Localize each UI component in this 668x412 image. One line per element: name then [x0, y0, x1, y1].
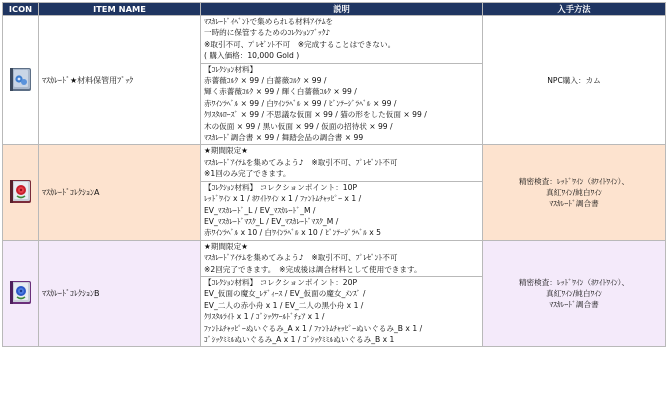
blue-rose-book-icon [7, 278, 35, 306]
header-description: 説明 [201, 3, 483, 16]
icon-cell [3, 145, 39, 240]
material-line: EV_ﾏｽｶﾚｰﾄﾞ_L / EV_ﾏｽｶﾚｰﾄﾞ_M / [204, 205, 316, 215]
material-line: 赤薔薇ｺﾙｸ × 99 / 白薔薇ｺﾙｸ × 99 / [204, 76, 327, 86]
item-description [201, 240, 483, 347]
item-description [201, 145, 483, 240]
method-line: 真紅ﾜｲﾝ/純白ﾜｲﾝ [546, 289, 602, 299]
material-line: ﾌｧﾝﾄﾑﾁｬｯﾋﾟｰぬいぐるみ_A x 1 / ﾌｧﾝﾄﾑﾁｬｯﾋﾟｰぬいぐるみ_B x 1 / [204, 323, 423, 333]
table-row [3, 16, 666, 145]
table-header-row [3, 3, 666, 16]
description-line: ﾏｽｶﾚｰﾄﾞｲﾍﾞﾝﾄで集められる材料ｱｲﾃﾑを [204, 17, 334, 26]
acquisition-method [483, 240, 666, 347]
description-line: ※1回のみ完了できます。 [204, 169, 291, 179]
method-line: 真紅ﾜｲﾝ/純白ﾜｲﾝ [546, 188, 602, 198]
material-line: ﾏｽｶﾚｰﾄﾞ調合書 × 99 / 舞踏会品の調合書 × 99 [204, 133, 364, 143]
table-row [3, 240, 666, 347]
material-line: 【ｺﾚｸｼｮﾝ材料】 [204, 64, 258, 74]
item-name: ﾏｽｶﾚｰﾄﾞ★材料保管用ﾌﾞｯｸ [39, 16, 201, 145]
method-line: ﾏｽｶﾚｰﾄﾞ調合書 [549, 199, 599, 209]
material-line: ﾚｯﾄﾞﾜｲﾝ x 1 / ﾎﾜｲﾄﾜｲﾝ x 1 / ﾌｧﾝﾄﾑﾁｬｯﾋﾟｰ x 1 / [204, 194, 362, 204]
material-line: 赤ﾜｲﾝﾗﾍﾞﾙ × 99 / 白ﾜｲﾝﾗﾍﾞﾙ × 99 / ﾋﾞﾝﾃｰｼﾞﾗﾍﾞﾙ × 99 / [204, 98, 397, 108]
material-line: EV_ﾏｽｶﾚｰﾄﾞﾏｽｸ_L / EV_ﾏｽｶﾚｰﾄﾞﾏｽｸ_M / [204, 216, 339, 226]
description-summary [201, 241, 482, 277]
material-line: 赤ﾜｲﾝﾗﾍﾞﾙ x 10 / 白ﾜｲﾝﾗﾍﾞﾙ x 10 / ﾋﾞﾝﾃｰｼﾞﾗﾍﾞﾙ x 5 [204, 228, 382, 238]
description-line: ★期間限定★ [204, 146, 248, 156]
header-item-name: ITEM NAME [39, 3, 201, 16]
description-line: ﾏｽｶﾚｰﾄﾞｱｲﾃﾑを集めてみよう♪ ※取引不可、ﾌﾟﾚｾﾞﾝﾄ不可 [204, 157, 398, 167]
icon-cell [3, 16, 39, 145]
icon-cell [3, 240, 39, 347]
material-line: EV_仮面の魔女_ﾚﾃﾞｨｰｽ / EV_仮面の魔女_ﾒﾝｽﾞ / [204, 289, 366, 299]
collection-materials [201, 182, 482, 240]
material-line: ｸﾘｽﾀﾙﾛｰｽﾞ × 99 / 不思議な仮面 × 99 / 猫の形をした仮面 × 99 / [204, 110, 427, 120]
description-summary [201, 145, 482, 181]
method-line: ﾏｽｶﾚｰﾄﾞ調合書 [549, 300, 599, 310]
collection-materials [201, 64, 482, 145]
material-line: 木の仮面 × 99 / 黒い仮面 × 99 / 仮面の招待状 × 99 / [204, 121, 393, 131]
collection-materials [201, 277, 482, 346]
item-name: ﾏｽｶﾚｰﾄﾞｺﾚｸｼｮﾝA [39, 145, 201, 240]
item-description [201, 16, 483, 145]
description-line: ※2回完了できます。 ※完成後は調合材料として使用できます。 [204, 264, 422, 274]
method-line: 精密検査：ﾚｯﾄﾞﾜｲﾝ（ﾎﾜｲﾄﾜｲﾝ）、 [518, 177, 630, 187]
method-line: NPC購入：カム [547, 75, 601, 85]
item-name: ﾏｽｶﾚｰﾄﾞｺﾚｸｼｮﾝB [39, 240, 201, 347]
material-line: ｸﾘｽﾀﾙﾗｲﾄ x 1 / ｺﾞｼｯｸﾜｰﾙﾄﾞﾁｪｱ x 1 / [204, 312, 325, 322]
material-line: 輝く赤薔薇ｺﾙｸ × 99 / 輝く白薔薇ｺﾙｸ × 99 / [204, 87, 357, 97]
item-table [2, 2, 666, 347]
material-line: ｺﾞｼｯｸﾐﾐﾙぬいぐるみ_A x 1 / ｺﾞｼｯｸﾐﾐﾙぬいぐるみ_B x 1 [204, 334, 395, 344]
table-row [3, 145, 666, 240]
silver-book-icon [7, 65, 35, 93]
acquisition-method [483, 145, 666, 240]
description-line: ★期間限定★ [204, 241, 248, 251]
material-line: 【ｺﾚｸｼｮﾝ材料】 コレクションポイント：10P [204, 182, 358, 192]
header-icon: ICON [3, 3, 39, 16]
red-rose-book-icon [7, 177, 35, 205]
acquisition-method [483, 16, 666, 145]
method-line: 精密検査：ﾚｯﾄﾞﾜｲﾝ（ﾎﾜｲﾄﾜｲﾝ）、 [518, 278, 630, 288]
description-line: 一時的に保管するためのｺﾚｸｼｮﾝﾌﾞｯｸ♪ [204, 28, 331, 38]
material-line: 【ｺﾚｸｼｮﾝ材料】 コレクションポイント：20P [204, 277, 358, 287]
description-line: ( 購入価格：10,000 Gold ) [204, 51, 300, 61]
header-acquisition: 入手方法 [483, 3, 666, 16]
material-line: EV_二人の赤小舟 x 1 / EV_二人の黒小舟 x 1 / [204, 300, 364, 310]
description-line: ﾏｽｶﾚｰﾄﾞｱｲﾃﾑを集めてみよう♪ ※取引不可、ﾌﾟﾚｾﾞﾝﾄ不可 [204, 253, 398, 263]
description-line: ※取引不可、ﾌﾟﾚｾﾞﾝﾄ不可 ※完成することはできない。 [204, 39, 396, 49]
description-summary [201, 16, 482, 64]
